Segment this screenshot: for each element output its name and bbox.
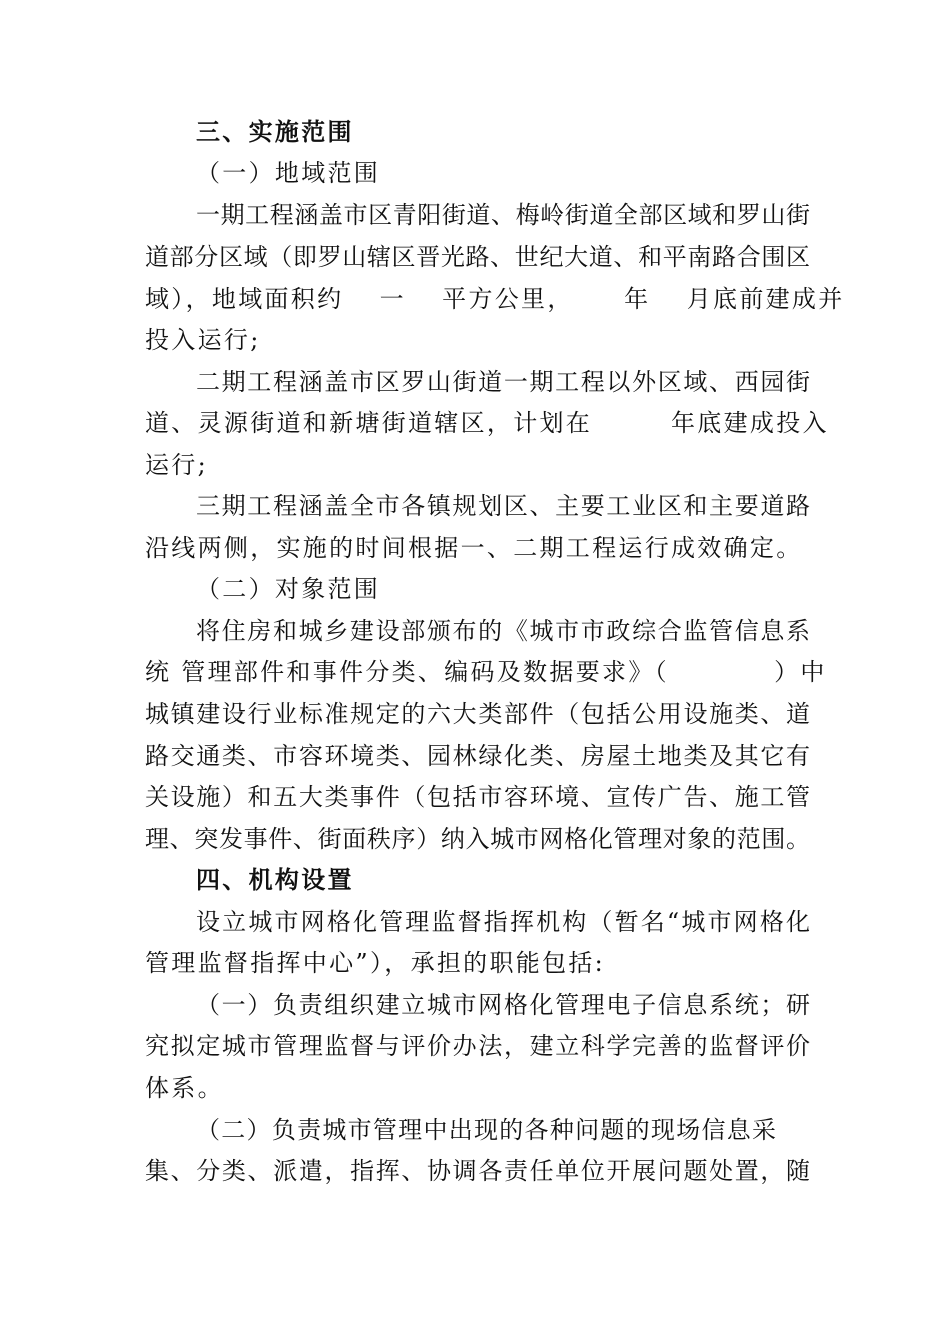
- paragraph-line: （一）负责组织建立城市网格化管理电子信息系统；研: [196, 991, 810, 1019]
- paragraph-line: 城镇建设行业标准规定的六大类部件（包括公用设施类、道: [145, 700, 810, 728]
- section-heading-implementation-scope: 三、实施范围: [196, 117, 354, 146]
- paragraph-line: 管理监督指挥中心”），承担的职能包括:: [145, 949, 606, 977]
- subheading-geographic-scope: （一）地域范围: [196, 159, 381, 187]
- paragraph-line: 投入运行;: [145, 326, 261, 354]
- paragraph-line: 道、灵源街道和新塘街道辖区，计划在 年底建成投入: [145, 409, 829, 437]
- section-heading-organization: 四、机构设置: [196, 865, 354, 894]
- subheading-object-scope: （二）对象范围: [196, 575, 381, 603]
- paragraph-line: 一期工程涵盖市区青阳街道、梅岭街道全部区域和罗山街: [196, 201, 810, 229]
- paragraph-line: 域），地域面积约 一 平方公里， 年 月底前建成并: [145, 285, 845, 313]
- paragraph-line: 究拟定城市管理监督与评价办法，建立科学完善的监督评价: [145, 1032, 810, 1060]
- paragraph-line: 集、分类、派遣，指挥、协调各责任单位开展问题处置，随: [145, 1157, 810, 1185]
- paragraph-line: 将住房和城乡建设部颁布的《城市市政综合监管信息系: [196, 617, 810, 645]
- paragraph-line: 道部分区域（即罗山辖区晋光路、世纪大道、和平南路合围区: [145, 243, 810, 271]
- paragraph-line: 设立城市网格化管理监督指挥机构（暂名“城市网格化: [196, 908, 810, 936]
- paragraph-line: 运行;: [145, 451, 208, 479]
- paragraph-line: （二）负责城市管理中出现的各种问题的现场信息采: [196, 1116, 776, 1144]
- paragraph-line: 三期工程涵盖全市各镇规划区、主要工业区和主要道路: [196, 492, 810, 520]
- paragraph-line: 关设施）和五大类事件（包括市容环境、宣传广告、施工管: [145, 783, 810, 811]
- paragraph-line: 理、突发事件、街面秩序）纳入城市网格化管理对象的范围。: [145, 825, 810, 853]
- paragraph-line: 统 管理部件和事件分类、编码及数据要求》（ ）中: [145, 658, 827, 686]
- paragraph-line: 沿线两侧，实施的时间根据一、二期工程运行成效确定。: [145, 534, 803, 562]
- paragraph-line: 路交通类、市容环境类、园林绿化类、房屋土地类及其它有: [145, 742, 810, 770]
- paragraph-line: 体系。: [145, 1074, 224, 1102]
- paragraph-line: 二期工程涵盖市区罗山街道一期工程以外区域、西园街: [196, 368, 810, 396]
